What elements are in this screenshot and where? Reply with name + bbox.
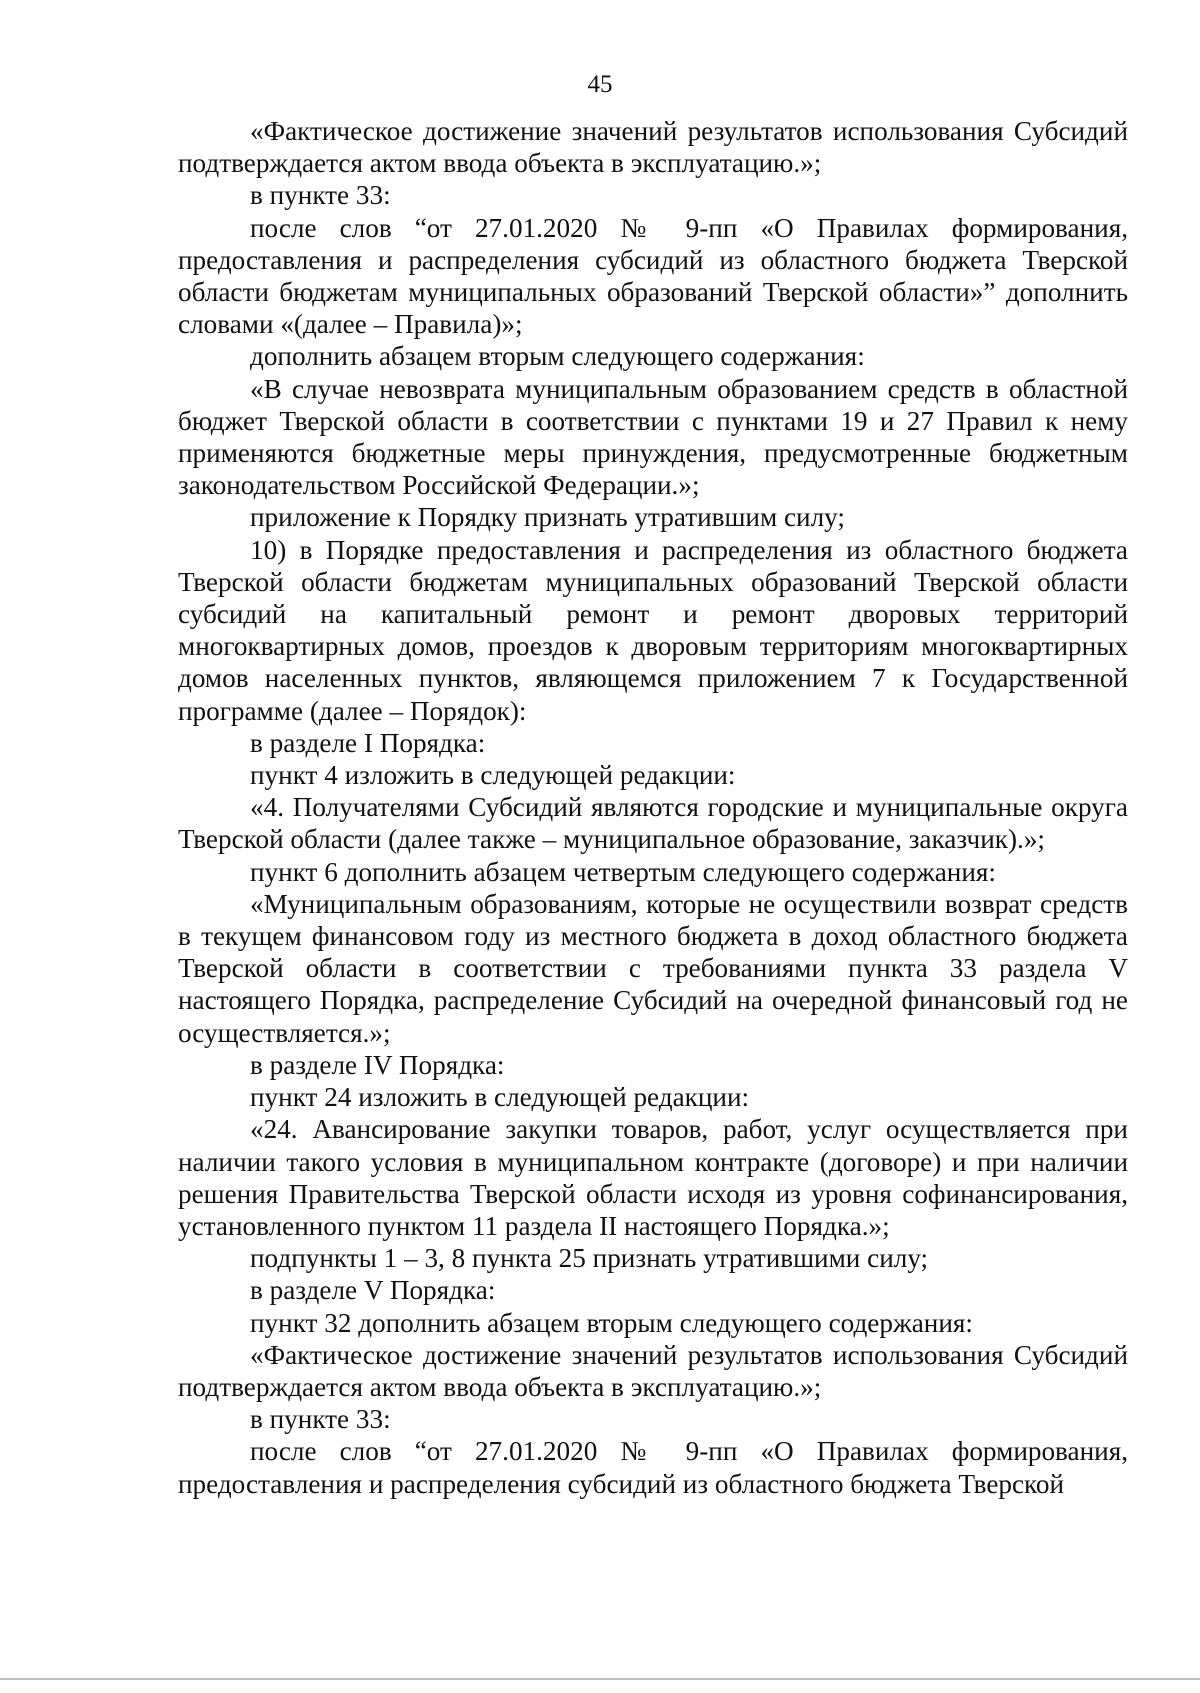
paragraph: в разделе I Порядка: [250,727,486,758]
paragraph: «Фактическое достижение значений результатов использования Субсидий подтверждается актом ввода объекта в эксплуатацию.»; [178,1339,1128,1402]
paragraph: подпункты 1 – 3, 8 пункта 25 признать утратившими силу; [250,1243,929,1274]
paragraph: в пункте 33: [250,180,391,211]
paragraph: «24. Авансирование закупки товаров, работ, услуг осуществляется при наличии такого условия в муниципальном контракте (договоре) и при наличии решения Правительства Тверской области исходя из уровня софинансирования, установленного пунктом 11 раздела II настоящего Порядка.»; [178,1114,1128,1241]
paragraph: после слов “от 27.01.2020 № 9-пп «О Правилах формирования, предоставления и распределения субсидий из областного бюджета Тверской [178,1436,1128,1499]
paragraph: «В случае невозврата муниципальным образованием средств в областной бюджет Тверской области в соответствии с пунктами 19 и 27 Правил к нему применяются бюджетные меры принуждения, предусмотренные бюджетным законодательством Российской Федерации.»; [178,373,1128,501]
paragraph: «Фактическое достижение значений результатов использования Субсидий подтверждается актом ввода объекта в эксплуатацию.»; [178,116,1128,179]
paragraph: пункт 4 изложить в следующей редакции: [250,760,736,791]
paragraph: в разделе IV Порядка: [250,1049,505,1080]
paragraph: пункт 24 изложить в следующей редакции: [250,1082,750,1113]
paragraph: пункт 32 дополнить абзацем вторым следующего содержания: [250,1307,973,1338]
paragraph: после слов “от 27.01.2020 № 9-пп «О Правилах формирования, предоставления и распределения субсидий из областного бюджета Тверской области бюджетам муниципальных образований Тверской области»” дополнить словами «(далее – Правила)»; [178,212,1128,340]
paragraph: пункт 6 дополнить абзацем четвертым следующего содержания: [250,856,996,887]
paragraph: приложение к Порядку признать утратившим силу; [250,502,845,533]
paragraph: 10) в Порядке предоставления и распределения из областного бюджета Тверской области бюджетам муниципальных образований Тверской области субсидий на капитальный ремонт и ремонт дворовых территорий многоквартирных домов, проездов к дворовым территориям многоквартирных домов населенных пунктов, являющемся приложением 7 к Государственной программе (далее – Порядок): [178,534,1128,726]
paragraph: в разделе V Порядка: [250,1275,496,1306]
page-bottom-edge [0,1678,1200,1680]
document-body [178,115,1128,1500]
paragraph: «Муниципальным образованиям, которые не осуществили возврат средств в текущем финансовом году из местного бюджета в доход областного бюджета Тверской области в соответствии с требованиями пункта 33 раздела V настоящего Порядка, распределение Субсидий на очередной финансовый год не осуществляется.»; [178,888,1128,1048]
paragraph: дополнить абзацем вторым следующего содержания: [250,341,865,372]
paragraph: «4. Получателями Субсидий являются городские и муниципальные округа Тверской области (далее также – муниципальное образование, заказчик).»; [178,792,1128,855]
page-number: 45 [587,71,613,98]
paragraph: в пункте 33: [250,1404,391,1435]
